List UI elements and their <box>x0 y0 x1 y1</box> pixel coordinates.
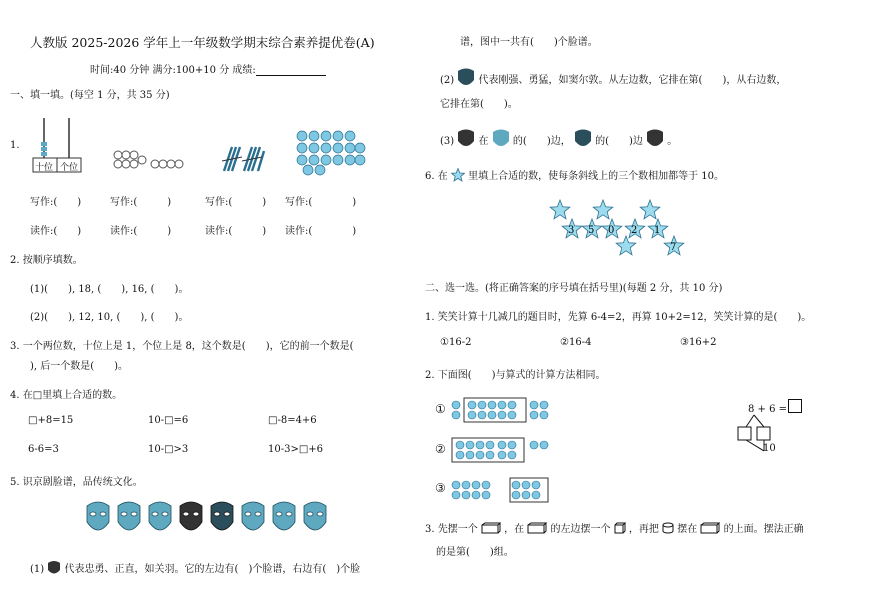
s2q3-f: 的上面。摆法正确 <box>723 524 804 535</box>
option-marker-3: ③ <box>435 481 446 495</box>
q3-line1: 3. 一个两位数，十位上是 1，个位上是 8，这个数是( )，它的前一个数是( <box>10 341 354 352</box>
s2q3-c: 的左边摆一个 <box>550 524 611 535</box>
q5-2-text: 代表刚强、勇猛，如窦尔敦。从左边数，它排在第( )，从右边数， <box>478 75 787 86</box>
mask-icon-1 <box>47 560 61 576</box>
q5-3-d: 的( )边 <box>595 136 643 147</box>
s2q3-b: ，在 <box>504 524 525 535</box>
mask-icon-2 <box>457 67 475 89</box>
long-box-icon <box>481 522 501 534</box>
q2-text: 2. 按顺序填数。 <box>10 255 83 266</box>
s2q3-line2: 的是第( )组。 <box>436 547 514 558</box>
opera-masks-row <box>84 498 334 538</box>
q4-r2-b: 10-□>3 <box>148 444 189 455</box>
q4-r1-a: □+8=15 <box>28 415 74 426</box>
q5-text: 5. 识京剧脸谱，品传统文化。 <box>10 477 143 488</box>
q2-a: (1)( ), 18, ( ), 16, ( )。 <box>30 284 189 295</box>
s2q1-text: 1. 笑笑计算十几减几的题目时，先算 6-4=2，再算 10+2=12，笑笑计算的是( )。 <box>425 312 812 323</box>
q6-text <box>425 167 724 182</box>
section1-heading: 一、填一填。(每空 1 分，共 35 分) <box>10 90 170 101</box>
q5-2-line2: 它排在第( )。 <box>440 99 518 110</box>
apples-figure <box>296 130 368 176</box>
q5-1 <box>30 560 360 576</box>
q5-3 <box>440 128 677 150</box>
cylinder-icon <box>662 522 674 534</box>
q5-2-line1 <box>440 67 786 89</box>
circles-figure <box>110 148 190 172</box>
q5-3-in: 在 <box>478 136 489 147</box>
star-num-3: 0 <box>608 225 615 236</box>
option-marker-2: ② <box>435 442 446 456</box>
s2q3-line1 <box>425 520 804 535</box>
s2q1-opt3: ③16+2 <box>680 337 717 348</box>
q1-read-4: 读作:( ) <box>285 226 357 237</box>
long-box-icon-2 <box>527 522 547 534</box>
exam-info-text: 时间:40 分钟 满分:100+10 分 成绩: <box>90 65 256 76</box>
section2-heading: 二、选一选。(将正确答案的序号填在括号里)(每题 2 分，共 10 分) <box>425 283 723 294</box>
mask-icon-3 <box>457 128 475 150</box>
q3-line2: ), 后一个数是( )。 <box>30 361 129 372</box>
q1-read-1: 读作:( ) <box>30 226 82 237</box>
star-num-6: 7 <box>670 242 677 253</box>
q5-1-text: 代表忠勇、正直，如关羽。它的左边有( )个脸谱，右边有( )个脸 <box>64 564 361 575</box>
option-marker-1: ① <box>435 402 446 416</box>
q4-r1-c: □-8=4+6 <box>268 415 317 426</box>
q1-number: 1. <box>10 140 20 151</box>
s2q3-a: 3. 先摆一个 <box>425 524 478 535</box>
q6-a: 6. 在 <box>425 171 448 182</box>
q4-text: 4. 在□里填上合适的数。 <box>10 390 123 401</box>
q1-write-1: 写作:( ) <box>30 197 82 208</box>
abacus-tens-label: 十位 <box>35 163 54 173</box>
long-box-icon-3 <box>700 522 720 534</box>
q5-1-label: (1) <box>30 564 45 575</box>
q4-r2-c: 10-3>□+6 <box>268 444 324 455</box>
star-icon <box>451 168 465 182</box>
score-blank <box>256 65 326 76</box>
s2q1-opt2: ②16-4 <box>560 337 592 348</box>
star-num-1: 3 <box>568 225 575 236</box>
mask-icon-4 <box>492 128 510 150</box>
q5-3-label: (3) <box>440 136 455 147</box>
s2q3-d: ，再把 <box>628 524 659 535</box>
page-title: 人教版 2025-2026 学年上一年级数学期末综合素养提优卷(A) <box>30 35 375 50</box>
q6-b: 里填上合适的数，使每条斜线上的三个数相加都等于 10。 <box>468 171 725 182</box>
dots-figure <box>450 394 560 506</box>
exam-info <box>90 61 326 76</box>
q2-b: (2)( ), 12, 10, ( ), ( )。 <box>30 312 189 323</box>
q1-write-3: 写作:( ) <box>205 197 267 208</box>
star-num-5: 1 <box>654 225 661 236</box>
q1-write-2: 写作:( ) <box>110 197 172 208</box>
q5-3-c: 的( )边， <box>512 136 571 147</box>
q5-cont: 谱，图中一共有( )个脸谱。 <box>460 37 598 48</box>
s2q3-e: 摆在 <box>677 524 698 535</box>
mask-icon-5 <box>574 128 592 150</box>
star-diagram <box>540 196 690 262</box>
q4-r2-a: 6-6=3 <box>28 444 59 455</box>
abacus-ones-label: 个位 <box>60 163 79 173</box>
equation-text: 8 + 6 = <box>748 404 788 415</box>
ten-label: 10 <box>763 443 776 454</box>
q5-2-label: (2) <box>440 75 455 86</box>
sticks-figure <box>218 143 268 175</box>
q1-read-3: 读作:( ) <box>205 226 267 237</box>
q4-r1-b: 10-□=6 <box>148 415 189 426</box>
answer-box <box>788 399 802 413</box>
s2q1-opt1: ①16-2 <box>440 337 472 348</box>
q5-3-e: 。 <box>667 136 678 147</box>
s2q2-text: 2. 下面图( )与算式的计算方法相同。 <box>425 370 606 381</box>
q1-write-4: 写作:( ) <box>285 197 357 208</box>
star-num-2: 5 <box>588 225 595 236</box>
star-num-4: 2 <box>631 225 638 236</box>
cube-icon <box>614 522 626 534</box>
mask-icon-6 <box>646 128 664 150</box>
split-diagram <box>736 413 786 453</box>
q1-read-2: 读作:( ) <box>110 226 172 237</box>
